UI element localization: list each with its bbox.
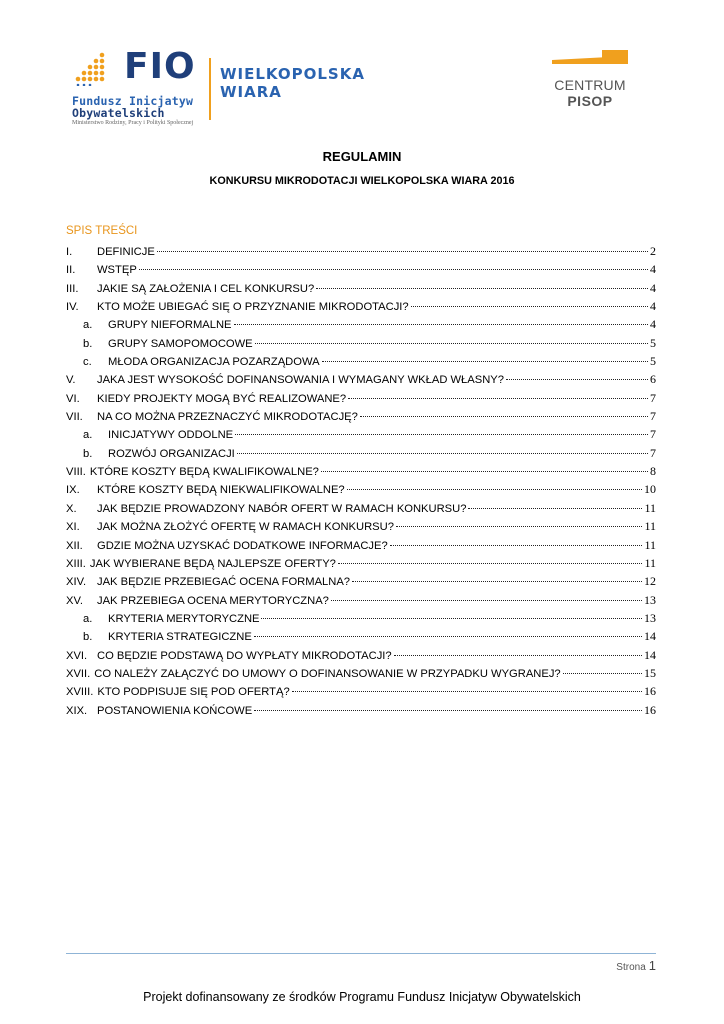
toc-entry[interactable] xyxy=(66,299,656,317)
fio-logo-text: FIO xyxy=(124,46,196,87)
toc-entry-number: IV. xyxy=(66,301,79,314)
fio-logo xyxy=(72,46,372,132)
toc-entry-number: XIII. xyxy=(66,557,86,570)
toc-dot-leader xyxy=(468,508,642,509)
toc-dot-leader xyxy=(394,655,642,656)
toc-entry-label: JAK BĘDZIE PRZEBIEGAĆ OCENA FORMALNA? xyxy=(97,576,351,589)
toc-entry-label: JAK BĘDZIE PROWADZONY NABÓR OFERT W RAMACH KONKURSU? xyxy=(97,502,467,515)
toc-entry-number: IX. xyxy=(66,484,80,497)
toc-entry-label: GDZIE MOŻNA UZYSKAĆ DODATKOWE INFORMACJE? xyxy=(97,539,388,552)
toc-entry[interactable] xyxy=(66,317,656,335)
toc-dot-leader xyxy=(157,251,648,252)
toc-entry[interactable] xyxy=(66,372,656,390)
fio-logo-line2: Obywatelskich xyxy=(72,106,165,120)
toc-entry-label: GRUPY NIEFORMALNE xyxy=(108,319,232,332)
toc-dot-leader xyxy=(237,453,648,454)
wielkopolska-logo-line1: WIELKOPOLSKA xyxy=(220,65,365,83)
toc-entry[interactable] xyxy=(66,336,656,354)
toc-entry[interactable] xyxy=(66,556,656,574)
toc-entry-label: MŁODA ORGANIZACJA POZARZĄDOWA xyxy=(108,356,320,369)
toc-entry-number: XII. xyxy=(66,539,83,552)
toc-dot-leader xyxy=(235,434,648,435)
footer-divider xyxy=(66,953,656,954)
toc-entry-label: POSTANOWIENIA KOŃCOWE xyxy=(97,704,253,717)
toc-dot-leader xyxy=(255,343,648,344)
fio-logo-line1: Fundusz Inicjatyw xyxy=(72,94,194,108)
toc-dot-leader xyxy=(352,581,642,582)
toc-dot-leader xyxy=(348,398,648,399)
toc-entry[interactable] xyxy=(66,464,656,482)
toc-dot-leader xyxy=(396,526,643,527)
toc-entry-number: XIX. xyxy=(66,704,88,717)
toc-entry-page: 6 xyxy=(650,372,656,387)
toc-entry-label: CO BĘDZIE PODSTAWĄ DO WYPŁATY MIKRODOTACJI? xyxy=(97,649,392,662)
fio-ministry-text: Ministerstwo Rodziny, Pracy i Polityki Społecznej xyxy=(72,120,194,126)
toc-entry-page: 4 xyxy=(650,317,656,332)
pisop-accent-shape xyxy=(552,50,628,64)
toc-entry-number: b. xyxy=(83,631,93,644)
toc-entry-number: VII. xyxy=(66,411,83,424)
toc-dot-leader xyxy=(139,269,648,270)
document-title: REGULAMIN xyxy=(322,149,402,164)
toc-dot-leader xyxy=(506,379,648,380)
toc-entry-page: 7 xyxy=(650,390,656,405)
toc-dot-leader xyxy=(254,636,642,637)
toc-entry[interactable] xyxy=(66,482,656,500)
toc-entry-number: XVIII. xyxy=(66,686,94,699)
toc-entry-number: XVI. xyxy=(66,649,88,662)
toc-entry-page: 4 xyxy=(650,280,656,295)
toc-entry-label: KIEDY PROJEKTY MOGĄ BYĆ REALIZOWANE? xyxy=(97,392,347,405)
toc-entry-number: a. xyxy=(83,319,93,332)
toc-entry[interactable] xyxy=(66,593,656,611)
toc-entry-label: GRUPY SAMOPOMOCOWE xyxy=(108,337,253,350)
toc-entry-label: JAK WYBIERANE BĘDĄ NAJLEPSZE OFERTY? xyxy=(89,557,336,570)
toc-entry-number: X. xyxy=(66,502,77,515)
toc-dot-leader xyxy=(338,563,643,564)
toc-entry-label: JAKA JEST WYSOKOŚĆ DOFINANSOWANIA I WYMAGANY WKŁAD WŁASNY? xyxy=(97,374,504,387)
toc-entry[interactable] xyxy=(66,684,656,702)
toc-entry-page: 5 xyxy=(650,335,656,350)
toc-entry-page: 7 xyxy=(650,427,656,442)
toc-entry[interactable] xyxy=(66,354,656,372)
toc-entry[interactable] xyxy=(66,427,656,445)
toc-entry-number: I. xyxy=(66,246,73,258)
toc-entry[interactable] xyxy=(66,519,656,537)
toc-entry-page: 2 xyxy=(650,244,656,258)
toc-dot-leader xyxy=(331,600,642,601)
wielkopolska-logo-line2: WIARA xyxy=(220,83,282,101)
toc-entry-number: b. xyxy=(83,447,93,460)
toc-dot-leader xyxy=(234,324,649,325)
toc-entry-label: DEFINICJE xyxy=(97,246,155,258)
toc-dot-leader xyxy=(254,710,642,711)
toc-entry-page: 7 xyxy=(650,409,656,424)
toc-dot-leader xyxy=(390,545,643,546)
toc-entry[interactable] xyxy=(66,538,656,556)
toc-entry-number: XI. xyxy=(66,521,80,534)
toc-entry-page: 5 xyxy=(650,354,656,369)
toc-entry-page: 11 xyxy=(644,555,656,570)
toc-entry-label: INICJATYWY ODDOLNE xyxy=(108,429,234,442)
toc-entry-page: 13 xyxy=(644,610,656,625)
toc-entry-page: 11 xyxy=(644,537,656,552)
page-indicator xyxy=(616,958,656,973)
toc-entry-label: ROZWÓJ ORGANIZACJI xyxy=(108,447,235,460)
toc-dot-leader xyxy=(316,288,648,289)
toc-dot-leader xyxy=(347,489,642,490)
toc-entry-number: III. xyxy=(66,282,79,295)
toc-entry[interactable] xyxy=(66,648,656,666)
funding-note: Projekt dofinansowany ze środków Programu Fundusz Inicjatyw Obywatelskich xyxy=(143,990,581,1004)
pisop-logo-line2: PISOP xyxy=(567,93,613,109)
toc-entry-page: 11 xyxy=(644,500,656,515)
toc-entry-number: XVII. xyxy=(66,667,91,680)
toc-entry-page: 14 xyxy=(644,629,656,644)
toc-entry-label: NA CO MOŻNA PRZEZNACZYĆ MIKRODOTACJĘ? xyxy=(97,411,358,424)
toc-heading: SPIS TREŚCI xyxy=(66,225,138,237)
toc-entry-label: KTO PODPISUJE SIĘ POD OFERTĄ? xyxy=(97,686,290,699)
toc-dot-leader xyxy=(292,691,642,692)
toc-entry-label: JAK MOŻNA ZŁOŻYĆ OFERTĘ W RAMACH KONKURSU? xyxy=(97,521,394,534)
toc-entry-label: CO NALEŻY ZAŁĄCZYĆ DO UMOWY O DOFINANSOWANIE W PRZYPADKU WYGRANEJ? xyxy=(94,667,561,680)
toc-entry-page: 13 xyxy=(644,592,656,607)
toc-entry[interactable] xyxy=(66,666,656,684)
toc-entry[interactable] xyxy=(66,629,656,647)
page-label: Strona xyxy=(616,962,646,973)
toc-entry-page: 12 xyxy=(644,574,656,589)
toc-entry-number: b. xyxy=(83,337,93,350)
toc-entry-label: KRYTERIA STRATEGICZNE xyxy=(108,631,252,644)
table-of-contents xyxy=(66,244,656,721)
toc-entry-page: 8 xyxy=(650,464,656,479)
toc-entry[interactable] xyxy=(66,409,656,427)
toc-entry[interactable] xyxy=(66,281,656,299)
toc-entry-label: WSTĘP xyxy=(97,264,137,277)
toc-entry-page: 11 xyxy=(644,519,656,534)
toc-entry-number: a. xyxy=(83,612,93,625)
toc-entry-number: c. xyxy=(83,356,92,369)
logo-divider xyxy=(209,58,211,120)
toc-entry-label: KTÓRE KOSZTY BĘDĄ NIEKWALIFIKOWALNE? xyxy=(97,484,345,497)
toc-entry-label: KRYTERIA MERYTORYCZNE xyxy=(108,612,260,625)
toc-entry-number: a. xyxy=(83,429,93,442)
toc-dot-leader xyxy=(261,618,642,619)
toc-entry-number: II. xyxy=(66,264,76,277)
toc-entry-page: 4 xyxy=(650,299,656,314)
toc-entry-number: VIII. xyxy=(66,466,86,479)
toc-dot-leader xyxy=(322,361,648,362)
page-number: 1 xyxy=(648,958,656,973)
toc-entry-label: KTÓRE KOSZTY BĘDĄ KWALIFIKOWALNE? xyxy=(89,466,319,479)
toc-entry-label: JAKIE SĄ ZAŁOŻENIA I CEL KONKURSU? xyxy=(97,282,315,295)
toc-dot-leader xyxy=(411,306,648,307)
toc-entry-page: 16 xyxy=(644,702,656,717)
pisop-logo-line1: CENTRUM xyxy=(554,77,626,93)
toc-entry[interactable] xyxy=(66,611,656,629)
fio-dots-graphic xyxy=(72,52,108,86)
toc-entry-page: 15 xyxy=(644,665,656,680)
toc-entry[interactable] xyxy=(66,244,656,262)
toc-entry-label: KTO MOŻE UBIEGAĆ SIĘ O PRZYZNANIE MIKRODOTACJI? xyxy=(97,301,409,314)
toc-entry-page: 16 xyxy=(644,684,656,699)
toc-entry-number: XIV. xyxy=(66,576,87,589)
toc-entry-number: V. xyxy=(66,374,76,387)
toc-entry[interactable] xyxy=(66,262,656,280)
toc-entry-page: 7 xyxy=(650,445,656,460)
toc-entry[interactable] xyxy=(66,501,656,519)
document-subtitle: KONKURSU MIKRODOTACJI WIELKOPOLSKA WIARA 2016 xyxy=(209,175,515,187)
toc-entry[interactable] xyxy=(66,446,656,464)
toc-entry-number: XV. xyxy=(66,594,84,607)
toc-entry-page: 14 xyxy=(644,647,656,662)
toc-dot-leader xyxy=(321,471,648,472)
toc-entry-number: VI. xyxy=(66,392,80,405)
toc-entry-page: 4 xyxy=(650,262,656,277)
toc-dot-leader xyxy=(360,416,648,417)
toc-entry[interactable] xyxy=(66,574,656,592)
toc-dot-leader xyxy=(563,673,642,674)
toc-entry-page: 10 xyxy=(644,482,656,497)
pisop-logo xyxy=(548,50,632,116)
toc-entry-label: JAK PRZEBIEGA OCENA MERYTORYCZNA? xyxy=(97,594,329,607)
toc-entry[interactable] xyxy=(66,703,656,721)
toc-entry[interactable] xyxy=(66,391,656,409)
